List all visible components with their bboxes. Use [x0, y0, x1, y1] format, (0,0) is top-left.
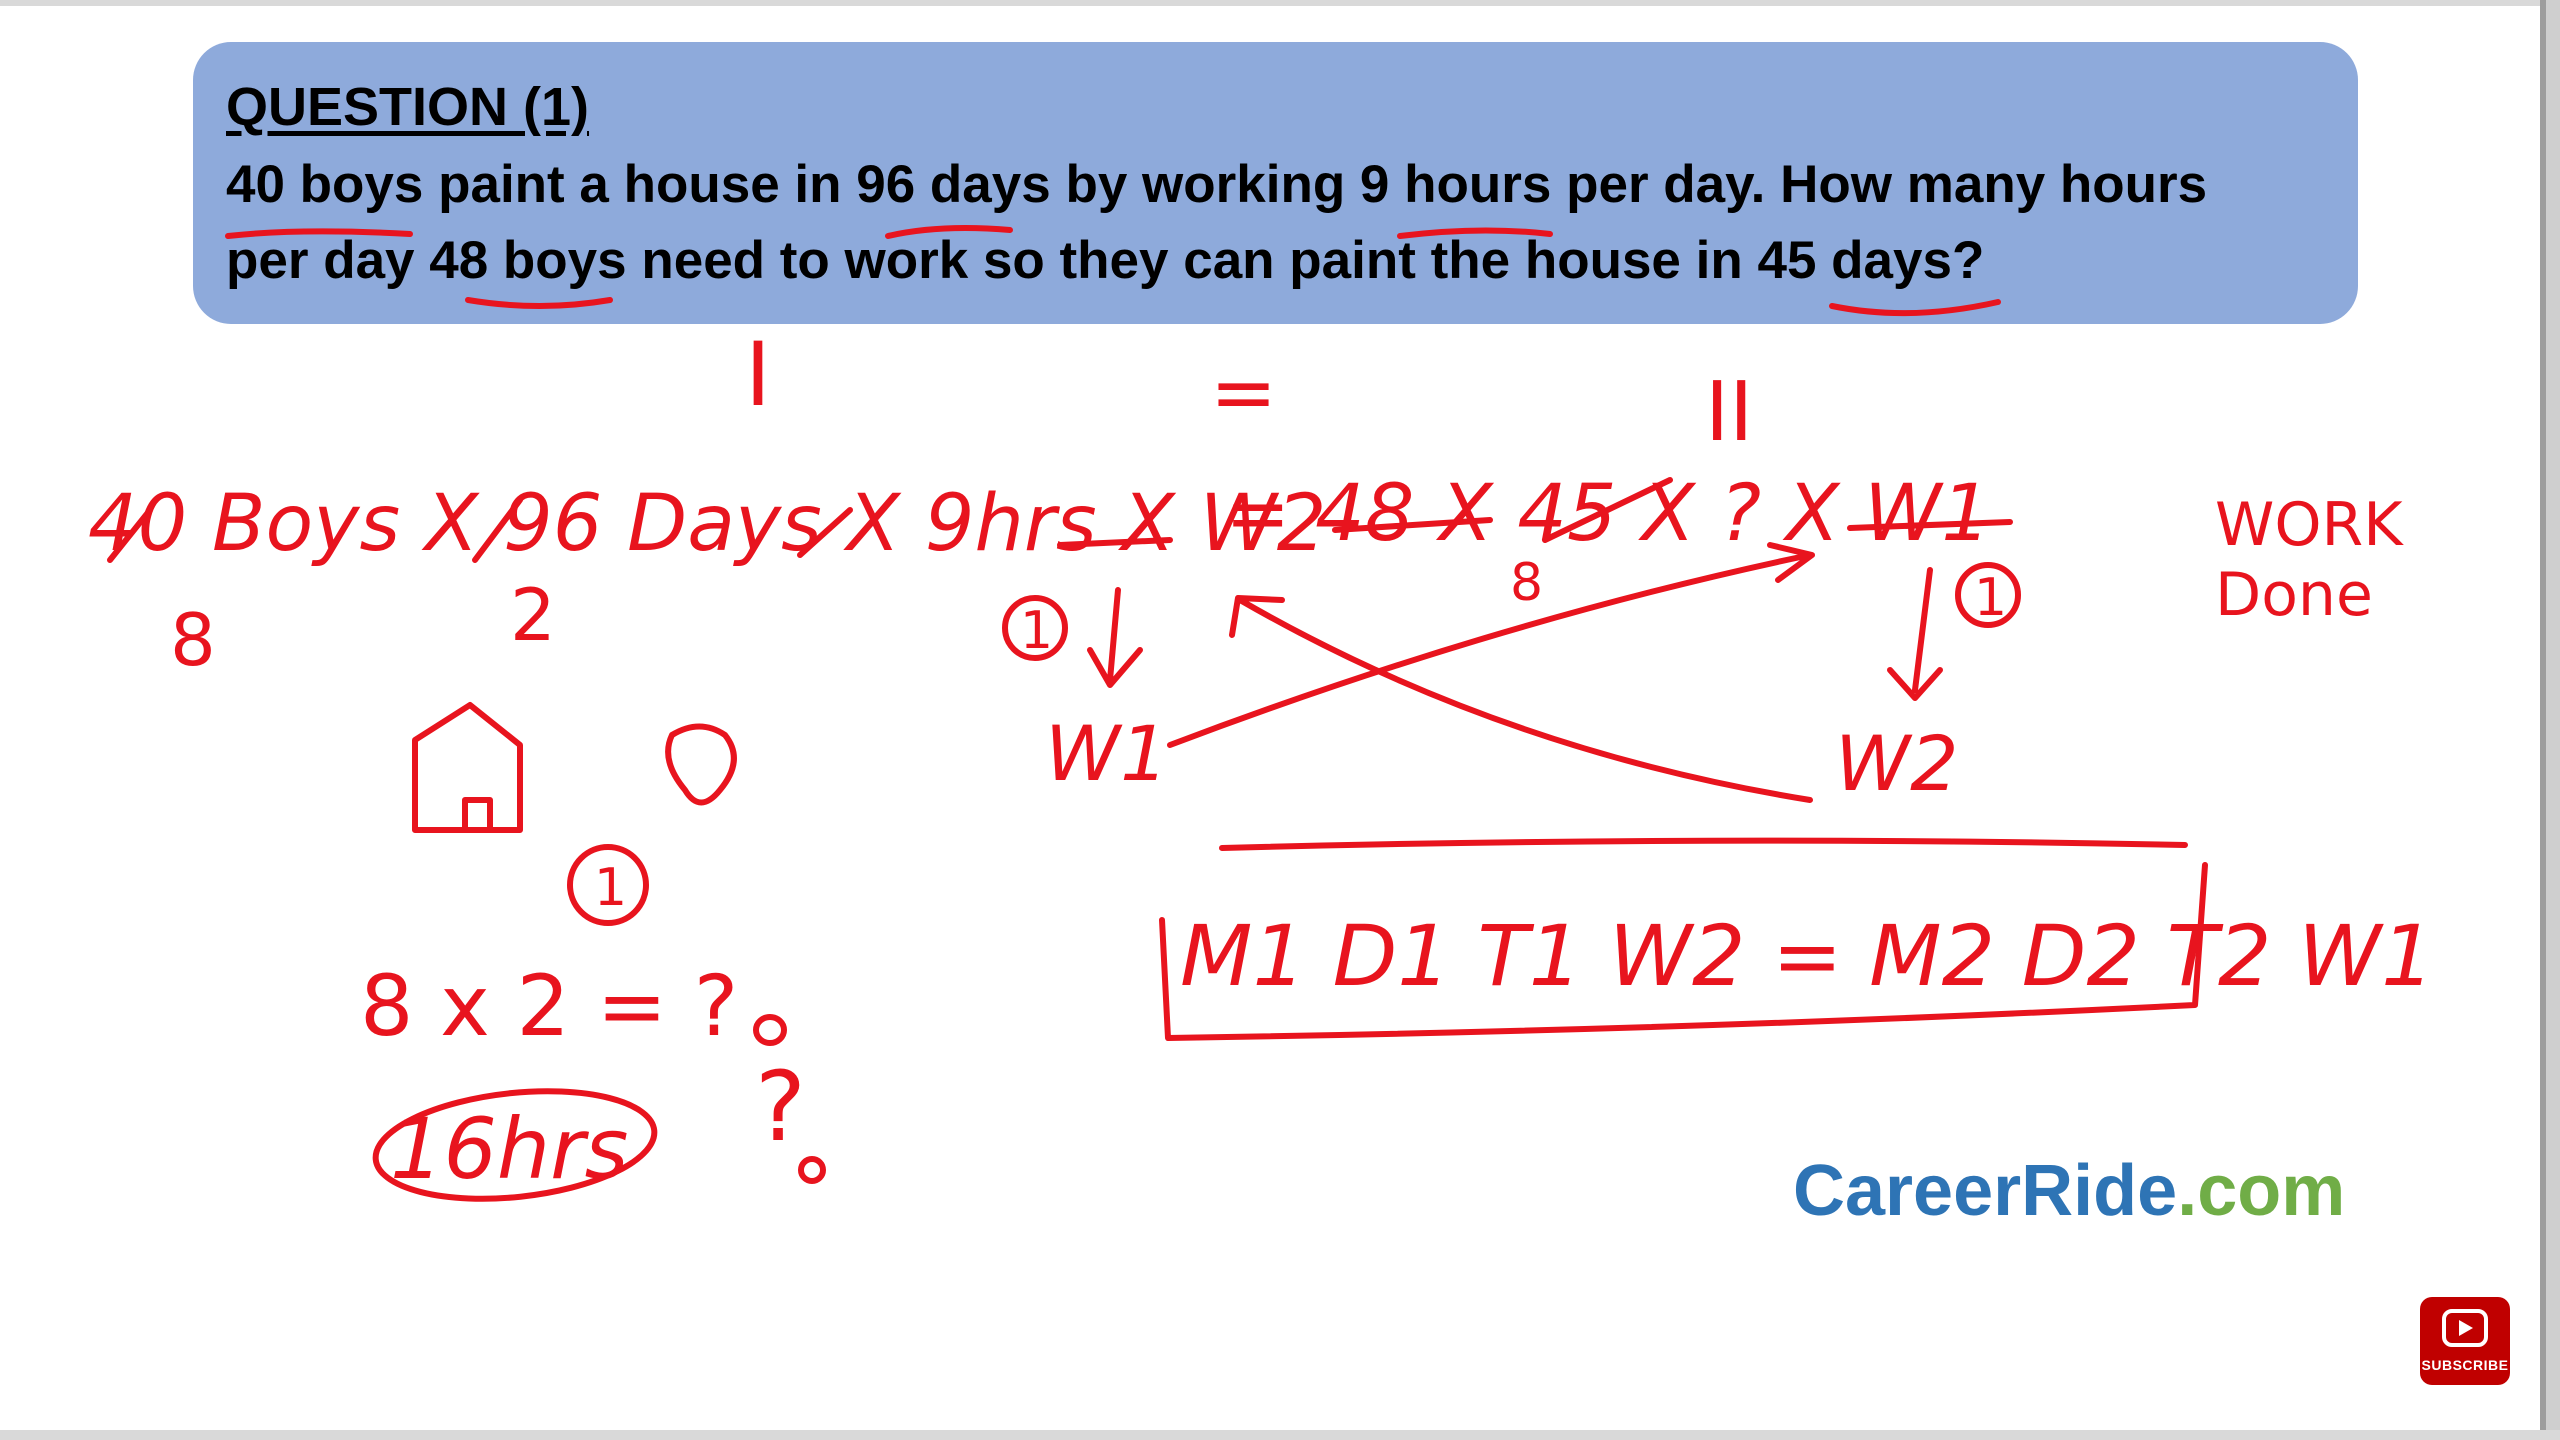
- reduced-days: 2: [510, 573, 556, 657]
- calc-line: 8 x 2 = ?: [360, 957, 739, 1055]
- circled-one-small-text: 1: [594, 858, 628, 918]
- subscribe-label: SUBSCRIBE: [2421, 1357, 2509, 1373]
- house-icon: [415, 705, 520, 830]
- play-icon: [2442, 1309, 2488, 1347]
- work-done-line-1: WORK: [2215, 490, 2403, 560]
- underline-9-hours: [1400, 230, 1550, 236]
- underline-96-days: [888, 228, 1010, 236]
- brand-logo: [1793, 1150, 2345, 1232]
- underline-48-boys: [468, 300, 610, 306]
- circled-one-left-text: 1: [1020, 601, 1054, 661]
- formula-text: M1 D1 T1 W2 = M2 D2 T2 W1: [1180, 907, 2435, 1005]
- result-16hrs: 16hrs: [390, 1100, 629, 1198]
- question-mark-dot: [756, 1017, 784, 1043]
- brand-domain: .com: [2177, 1151, 2346, 1231]
- question-text-line-2: per day 48 boys need to work so they can paint the house in 45 days?: [226, 231, 1985, 290]
- reduced-boys: 8: [170, 598, 216, 682]
- left-expression: 40 Boys X 96 Days X 9hrs X W2: [88, 479, 1327, 569]
- equals-sign: =: [1210, 346, 1278, 439]
- underline-40-boys: [228, 231, 410, 236]
- arrow-right-down: [1890, 570, 1940, 698]
- question-text-line-1: 40 boys paint a house in 96 days by working 9 hours per day. How many hours: [226, 155, 2208, 214]
- subscribe-button[interactable]: [2420, 1297, 2510, 1385]
- result-question-mark: ?: [755, 1051, 806, 1163]
- arrow-left-down: [1090, 590, 1140, 685]
- roman-one: I: [745, 323, 771, 426]
- w2-label: W2: [1835, 719, 1959, 808]
- circled-one-right-text: 1: [1974, 568, 2008, 628]
- blob-doodle: [668, 727, 734, 803]
- question-title: QUESTION (1): [226, 77, 590, 137]
- reduced-right: 8: [1510, 553, 1544, 613]
- underline-45-days: [1832, 302, 1998, 313]
- w1-label: W1: [1045, 709, 1169, 798]
- right-expression: = 48 X 45 X ? X W1: [1225, 469, 1991, 559]
- roman-two: II: [1705, 365, 1754, 460]
- work-done-line-2: Done: [2215, 560, 2373, 630]
- brand-name: CareerRide: [1793, 1151, 2178, 1231]
